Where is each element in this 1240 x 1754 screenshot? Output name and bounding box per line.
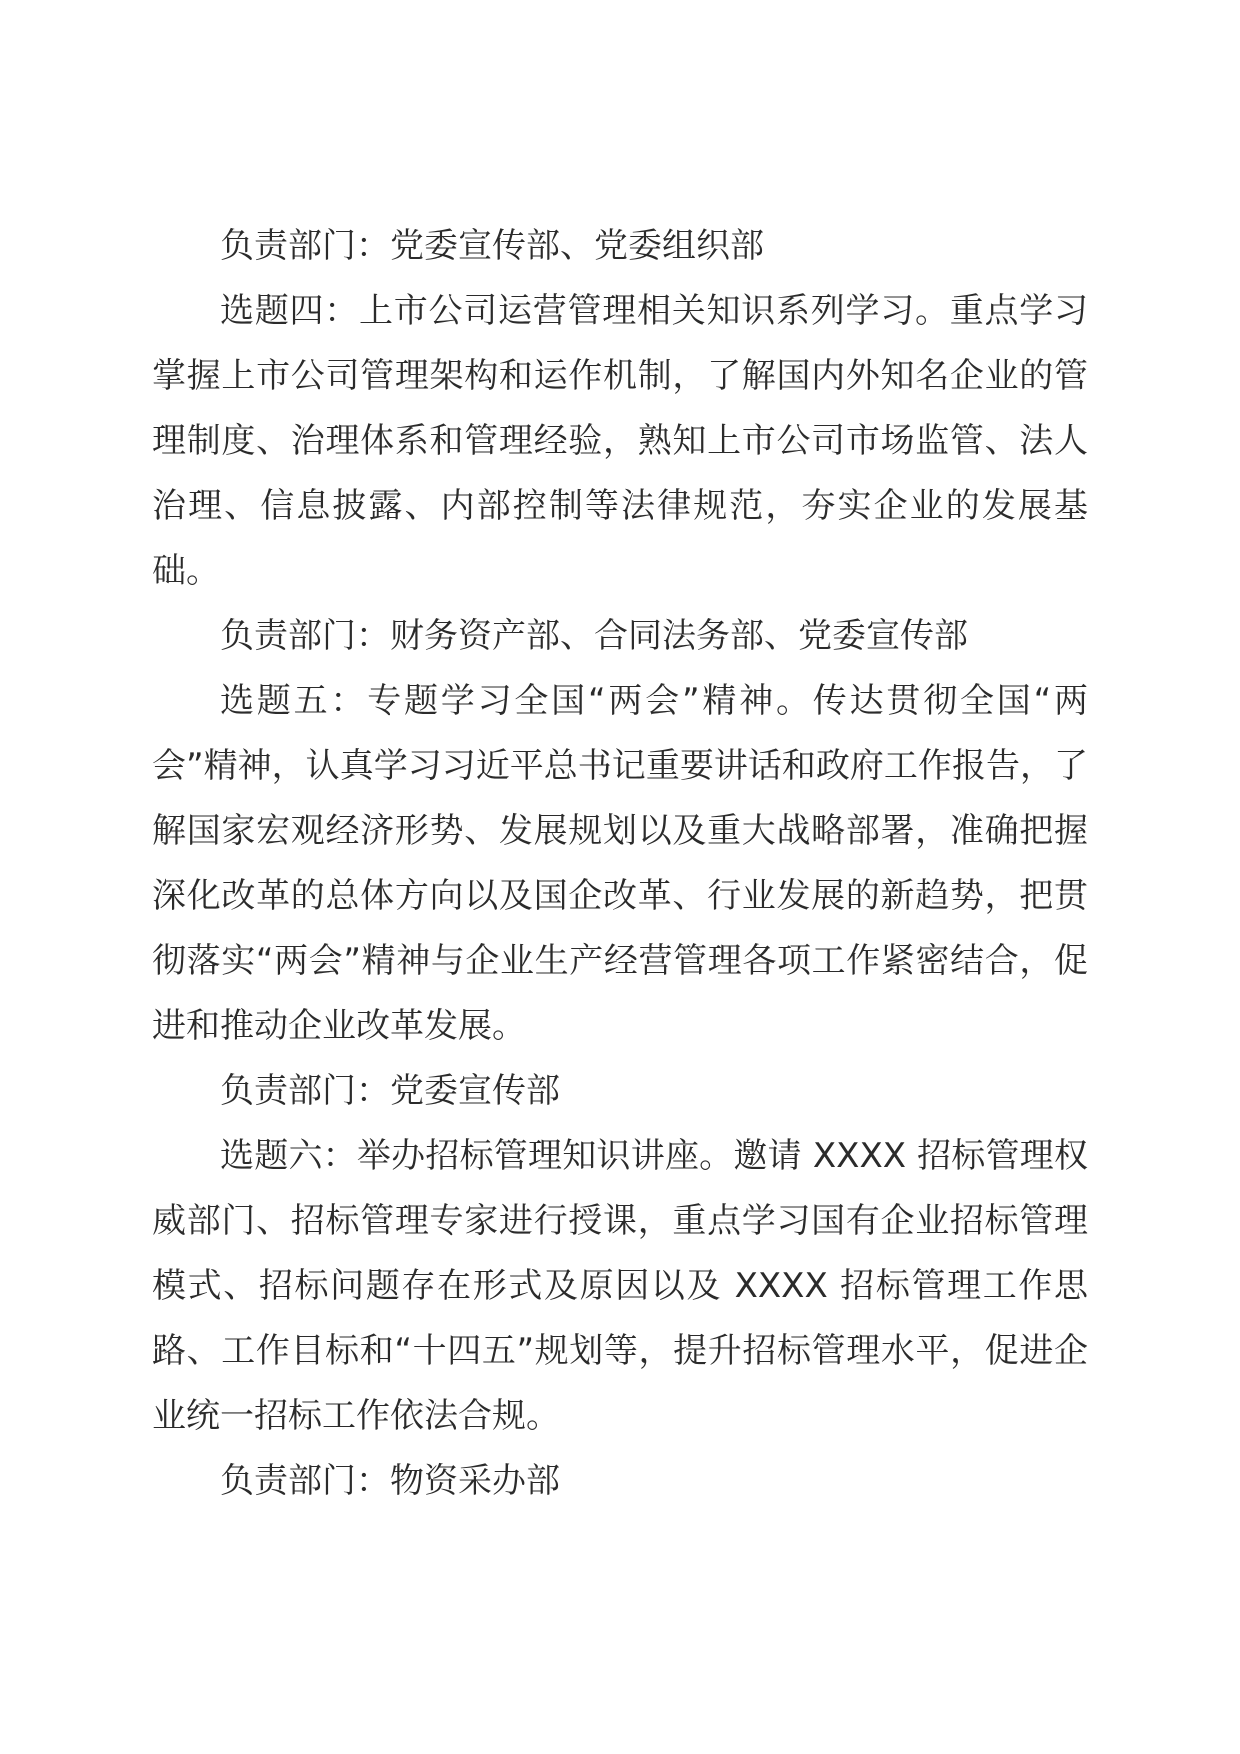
document-body: [152, 214, 1088, 1514]
topic-six-paragraph: 选题六：举办招标管理知识讲座。邀请 XXXX 招标管理权威部门、招标管理专家进行授课，重点学习国有企业招标管理模式、招标问题存在形式及原因以及 XXXX 招标管理工作思路、工作目标和“十四五”规划等，提升招标管理水平，促进企业统一招标工作依法合规。: [152, 1136, 1088, 1436]
department-paragraph: 负责部门：财务资产部、合同法务部、党委宣传部: [220, 616, 968, 656]
department-paragraph: 负责部门：党委宣传部、党委组织部: [220, 226, 764, 266]
department-paragraph: 负责部门：物资采办部: [220, 1461, 560, 1501]
department-paragraph: 负责部门：党委宣传部: [220, 1071, 560, 1111]
topic-four-paragraph: 选题四：上市公司运营管理相关知识系列学习。重点学习掌握上市公司管理架构和运作机制，了解国内外知名企业的管理制度、治理体系和管理经验，熟知上市公司市场监管、法人治理、信息披露、内部控制等法律规范，夯实企业的发展基础。: [152, 291, 1088, 591]
topic-five-paragraph: 选题五：专题学习全国“两会”精神。传达贯彻全国“两会”精神，认真学习习近平总书记重要讲话和政府工作报告，了解国家宏观经济形势、发展规划以及重大战略部署，准确把握深化改革的总体方向以及国企改革、行业发展的新趋势，把贯彻落实“两会”精神与企业生产经营管理各项工作紧密结合，促进和推动企业改革发展。: [152, 681, 1088, 1046]
